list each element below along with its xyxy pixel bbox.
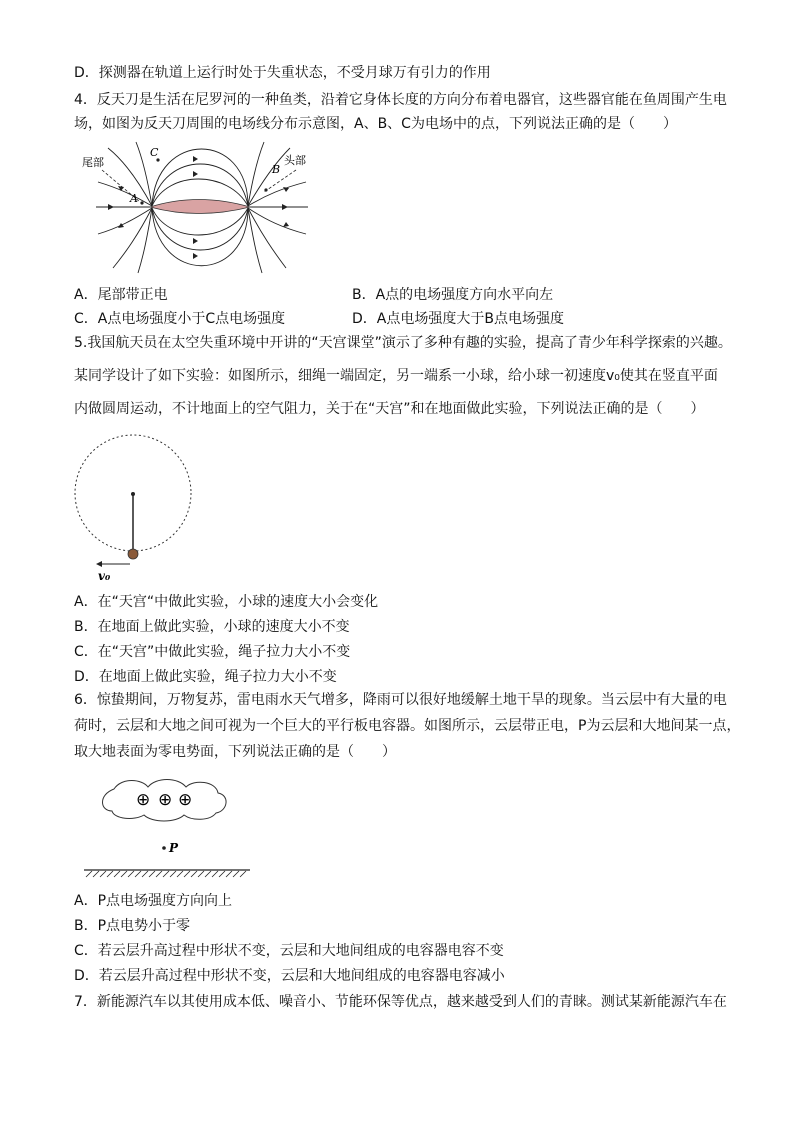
q5-option-c: C．在“天宫”中做此实验，绳子拉力大小不变 [74, 644, 351, 660]
q4-option-c: C．A点电场强度小于C点电场强度 [74, 311, 286, 327]
point-a-marker [140, 201, 143, 204]
q6-option-d: D．若云层升高过程中形状不变，云层和大地间组成的电容器电容减小 [74, 968, 505, 984]
label-point-a: A [130, 192, 138, 205]
q4-stem-line1: 4．反天刀是生活在尼罗河的一种鱼类，沿着它身体长度的方向分布着电器官，这些器官能在鱼周围产生电 [74, 92, 727, 108]
q5-option-d: D．在地面上做此实验，绳子拉力大小不变 [74, 669, 337, 685]
q4-option-d: D．A点电场强度大于B点电场强度 [352, 311, 564, 327]
q4-option-a: A．尾部带正电 [74, 287, 168, 303]
label-head: 头部 [284, 154, 306, 167]
label-point-c: C [150, 146, 159, 159]
positive-charge: ⊕ [178, 790, 193, 810]
velocity-label: v₀ [98, 569, 111, 583]
q6-option-a: A．P点电场强度方向向上 [74, 893, 233, 909]
q6-option-c: C．若云层升高过程中形状不变，云层和大地间组成的电容器电容不变 [74, 943, 504, 959]
q6-cloud-ground-figure [82, 775, 254, 883]
q5-circular-motion-figure [68, 432, 198, 584]
q5-option-a: A．在“天宫“中做此实验，小球的速度大小会变化 [74, 594, 379, 610]
q4-stem-line2: 场，如图为反天刀周围的电场线分布示意图，A、B、C为电场中的点，下列说法正确的是（ ） [74, 116, 677, 132]
q3-option-d: D．探测器在轨道上运行时处于失重状态，不受月球万有引力的作用 [74, 65, 491, 81]
point-b-marker [264, 188, 267, 191]
positive-charge: ⊕ [158, 790, 173, 810]
point-p-marker [162, 846, 166, 850]
q6-stem-line1: 6．惊蛰期间，万物复苏，雷电雨水天气增多，降雨可以很好地缓解土地干旱的现象。当云层中有大量的电 [74, 692, 727, 708]
q5-option-b: B．在地面上做此实验，小球的速度大小不变 [74, 619, 350, 635]
q5-stem-line3: 内做圆周运动，不计地面上的空气阻力，关于在“天宫”和在地面做此实验，下列说法正确的是（ ） [74, 401, 705, 417]
q5-stem-line1: 5.我国航天员在太空失重环境中开讲的“天宫课堂”演示了多种有趣的实验，提高了青少年科学探索的兴趣。 [74, 335, 732, 351]
q4-option-b: B．A点的电场强度方向水平向左 [352, 287, 554, 303]
velocity-arrowhead [96, 561, 102, 567]
q5-stem-line2: 某同学设计了如下实验：如图所示，细绳一端固定，另一端系一小球，给小球一初速度v₀使其在竖直平面 [74, 368, 718, 384]
q7-stem-line1: 7．新能源汽车以其使用成本低、噪音小、节能环保等优点，越来越受到人们的青睐。测试某新能源汽车在 [74, 994, 727, 1010]
ground-hatching [86, 871, 246, 877]
label-point-p: P [169, 841, 179, 855]
fish-body [150, 200, 250, 214]
q4-electric-field-figure [78, 140, 318, 275]
label-point-b: B [272, 163, 281, 176]
label-tail: 尾部 [82, 156, 104, 169]
q6-option-b: B．P点电势小于零 [74, 918, 191, 934]
positive-charge: ⊕ [136, 790, 151, 810]
q6-stem-line2: 荷时，云层和大地之间可视为一个巨大的平行板电容器。如图所示，云层带正电，P为云层和大地间某一点， [74, 718, 741, 734]
ball [128, 549, 138, 559]
q6-stem-line3: 取大地表面为零电势面，下列说法正确的是（ ） [74, 744, 396, 760]
